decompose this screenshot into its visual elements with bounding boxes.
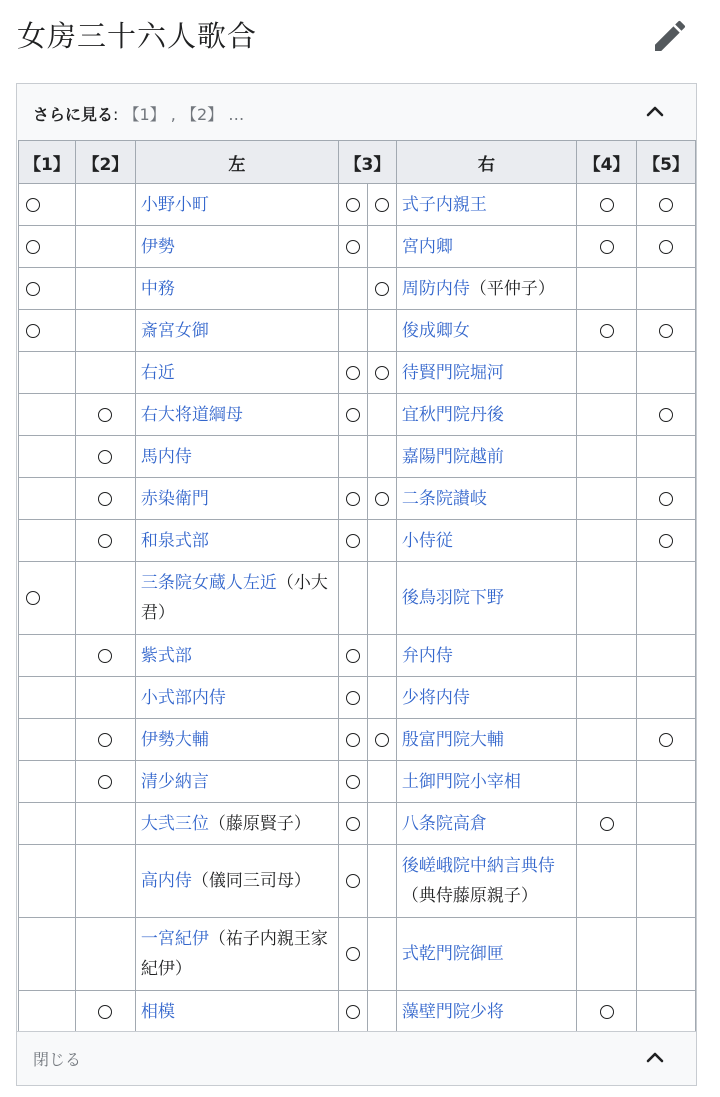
left-name-cell xyxy=(135,394,338,436)
left-poet-link[interactable]: 右大将道綱母 xyxy=(140,404,243,425)
left-name-cell xyxy=(135,845,338,918)
circle-mark-icon xyxy=(346,198,360,212)
mark-cell-c4 xyxy=(577,845,637,918)
mark-cell-c3a xyxy=(338,478,367,520)
left-name-cell xyxy=(135,436,338,478)
circle-mark-icon xyxy=(659,534,673,548)
circle-mark-icon xyxy=(375,492,389,506)
see-also-comma: , xyxy=(170,105,176,124)
table-row xyxy=(19,918,696,991)
left-name-cell xyxy=(135,268,338,310)
mark-cell-c5 xyxy=(637,268,696,310)
right-poet-link[interactable]: 宜秋門院丹後 xyxy=(401,404,504,425)
left-name-cell xyxy=(135,677,338,719)
mark-cell-c2 xyxy=(75,845,135,918)
left-name-cell xyxy=(135,635,338,677)
mark-cell-c2 xyxy=(75,719,135,761)
mark-cell-c3a xyxy=(338,268,367,310)
mark-cell-c4 xyxy=(577,268,637,310)
circle-mark-icon xyxy=(346,775,360,789)
see-also-link-2[interactable]: 【2】 xyxy=(180,105,224,124)
mark-cell-c3a xyxy=(338,310,367,352)
header-3: 【3】 xyxy=(338,141,396,184)
mark-cell-c4 xyxy=(577,520,637,562)
mark-cell-c1 xyxy=(19,184,76,226)
table-row xyxy=(19,478,696,520)
circle-mark-icon xyxy=(346,817,360,831)
circle-mark-icon xyxy=(26,282,40,296)
circle-mark-icon xyxy=(26,198,40,212)
mark-cell-c4 xyxy=(577,918,637,991)
mark-cell-c4 xyxy=(577,562,637,635)
mark-cell-c3a xyxy=(338,520,367,562)
mark-cell-c3a xyxy=(338,394,367,436)
mark-cell-c2 xyxy=(75,184,135,226)
table-row xyxy=(19,268,696,310)
right-poet-note: （典侍藤原親子） xyxy=(401,886,538,906)
mark-cell-c3b xyxy=(367,677,396,719)
left-poet-link[interactable]: 紫式部 xyxy=(140,645,192,666)
mark-cell-c5 xyxy=(637,352,696,394)
right-name-cell xyxy=(396,761,576,803)
mark-cell-c3b xyxy=(367,184,396,226)
circle-mark-icon xyxy=(346,691,360,705)
mark-cell-c3b xyxy=(367,761,396,803)
mark-cell-c3b xyxy=(367,635,396,677)
circle-mark-icon xyxy=(98,775,112,789)
table-header-row xyxy=(19,141,696,184)
mark-cell-c3b xyxy=(367,310,396,352)
kasen-table xyxy=(18,140,696,1033)
circle-mark-icon xyxy=(346,492,360,506)
navbox xyxy=(16,83,697,1086)
table-row xyxy=(19,635,696,677)
circle-mark-icon xyxy=(98,534,112,548)
table-body xyxy=(19,184,696,1033)
mark-cell-c5 xyxy=(637,761,696,803)
mark-cell-c2 xyxy=(75,310,135,352)
left-poet-link[interactable]: 中務 xyxy=(140,278,175,299)
circle-mark-icon xyxy=(375,366,389,380)
right-poet-link[interactable]: 少将内侍 xyxy=(401,687,470,708)
right-poet-link[interactable]: 弁内侍 xyxy=(401,645,453,666)
mark-cell-c5 xyxy=(637,677,696,719)
circle-mark-icon xyxy=(600,198,614,212)
table-row xyxy=(19,677,696,719)
mark-cell-c5 xyxy=(637,635,696,677)
mark-cell-c5 xyxy=(637,991,696,1033)
mark-cell-c3b xyxy=(367,562,396,635)
mark-cell-c2 xyxy=(75,226,135,268)
circle-mark-icon xyxy=(659,324,673,338)
right-name-cell xyxy=(396,310,576,352)
chevron-up-icon[interactable] xyxy=(643,1046,667,1070)
right-name-cell xyxy=(396,520,576,562)
table-row xyxy=(19,520,696,562)
right-name-cell xyxy=(396,803,576,845)
circle-mark-icon xyxy=(98,492,112,506)
circle-mark-icon xyxy=(26,324,40,338)
circle-mark-icon xyxy=(659,408,673,422)
left-poet-note: （祐子内親王家紀伊） xyxy=(140,929,328,979)
circle-mark-icon xyxy=(346,1005,360,1019)
mark-cell-c4 xyxy=(577,635,637,677)
mark-cell-c1 xyxy=(19,520,76,562)
circle-mark-icon xyxy=(346,649,360,663)
circle-mark-icon xyxy=(600,1005,614,1019)
left-poet-link[interactable]: 相模 xyxy=(140,1001,175,1022)
mark-cell-c3b xyxy=(367,991,396,1033)
left-poet-link[interactable]: 小式部内侍 xyxy=(140,687,226,708)
circle-mark-icon xyxy=(346,534,360,548)
circle-mark-icon xyxy=(659,492,673,506)
right-poet-link[interactable]: 式子内親王 xyxy=(401,194,487,215)
mark-cell-c3b xyxy=(367,803,396,845)
mark-cell-c1 xyxy=(19,991,76,1033)
right-poet-link[interactable]: 俊成卿女 xyxy=(401,320,470,341)
mark-cell-c5 xyxy=(637,520,696,562)
right-name-cell xyxy=(396,268,576,310)
table-row xyxy=(19,761,696,803)
table-row xyxy=(19,991,696,1033)
right-name-cell xyxy=(396,184,576,226)
circle-mark-icon xyxy=(600,817,614,831)
mark-cell-c2 xyxy=(75,436,135,478)
mark-cell-c3a xyxy=(338,184,367,226)
circle-mark-icon xyxy=(375,733,389,747)
right-poet-link[interactable]: 殷富門院大輔 xyxy=(401,729,504,750)
circle-mark-icon xyxy=(98,408,112,422)
header-1: 【1】 xyxy=(19,141,76,184)
mark-cell-c3b xyxy=(367,268,396,310)
circle-mark-icon xyxy=(346,366,360,380)
right-name-cell xyxy=(396,394,576,436)
mark-cell-c4 xyxy=(577,184,637,226)
mark-cell-c4 xyxy=(577,677,637,719)
left-name-cell xyxy=(135,310,338,352)
mark-cell-c1 xyxy=(19,268,76,310)
mark-cell-c5 xyxy=(637,562,696,635)
circle-mark-icon xyxy=(659,733,673,747)
table-row xyxy=(19,226,696,268)
see-also-separator: : xyxy=(113,105,119,124)
mark-cell-c5 xyxy=(637,310,696,352)
mark-cell-c3a xyxy=(338,562,367,635)
mark-cell-c3a xyxy=(338,719,367,761)
right-poet-link[interactable]: 八条院高倉 xyxy=(401,813,487,834)
left-poet-link[interactable]: 小野小町 xyxy=(140,194,209,215)
left-poet-note: （小大君） xyxy=(140,573,328,623)
mark-cell-c1 xyxy=(19,310,76,352)
mark-cell-c3b xyxy=(367,436,396,478)
right-poet-link[interactable]: 二条院讃岐 xyxy=(401,488,487,509)
circle-mark-icon xyxy=(26,591,40,605)
mark-cell-c3b xyxy=(367,845,396,918)
circle-mark-icon xyxy=(659,198,673,212)
circle-mark-icon xyxy=(346,240,360,254)
mark-cell-c5 xyxy=(637,436,696,478)
table-row xyxy=(19,394,696,436)
mark-cell-c1 xyxy=(19,394,76,436)
header-5: 【5】 xyxy=(637,141,696,184)
chevron-up-icon[interactable] xyxy=(643,100,667,124)
right-name-cell xyxy=(396,352,576,394)
mark-cell-c3b xyxy=(367,394,396,436)
mark-cell-c1 xyxy=(19,635,76,677)
circle-mark-icon xyxy=(600,240,614,254)
mark-cell-c3a xyxy=(338,226,367,268)
mark-cell-c2 xyxy=(75,520,135,562)
right-name-cell xyxy=(396,845,576,918)
left-name-cell xyxy=(135,352,338,394)
mark-cell-c2 xyxy=(75,635,135,677)
mark-cell-c3b xyxy=(367,918,396,991)
table-row xyxy=(19,803,696,845)
mark-cell-c1 xyxy=(19,803,76,845)
circle-mark-icon xyxy=(26,240,40,254)
mark-cell-c5 xyxy=(637,226,696,268)
left-name-cell xyxy=(135,918,338,991)
circle-mark-icon xyxy=(375,282,389,296)
left-poet-link[interactable]: 清少納言 xyxy=(140,771,209,792)
right-name-cell xyxy=(396,719,576,761)
mark-cell-c2 xyxy=(75,761,135,803)
circle-mark-icon xyxy=(98,733,112,747)
mark-cell-c4 xyxy=(577,719,637,761)
right-poet-link[interactable]: 藻壁門院少将 xyxy=(401,1001,504,1022)
mark-cell-c4 xyxy=(577,226,637,268)
mark-cell-c4 xyxy=(577,803,637,845)
mark-cell-c2 xyxy=(75,352,135,394)
mark-cell-c1 xyxy=(19,226,76,268)
right-poet-link[interactable]: 後嵯峨院中納言典侍 xyxy=(401,856,555,876)
mark-cell-c5 xyxy=(637,719,696,761)
left-poet-link[interactable]: 一宮紀伊 xyxy=(140,929,209,949)
mark-cell-c3b xyxy=(367,719,396,761)
see-also-link-1[interactable]: 【1】 xyxy=(123,105,166,124)
circle-mark-icon xyxy=(600,324,614,338)
mark-cell-c3a xyxy=(338,635,367,677)
right-poet-link[interactable]: 待賢門院堀河 xyxy=(401,362,504,383)
mark-cell-c1 xyxy=(19,677,76,719)
right-name-cell xyxy=(396,226,576,268)
right-poet-link[interactable]: 小侍従 xyxy=(401,530,453,551)
table-row xyxy=(19,352,696,394)
left-name-cell xyxy=(135,562,338,635)
header-left: 左 xyxy=(135,141,338,184)
left-name-cell xyxy=(135,520,338,562)
mark-cell-c1 xyxy=(19,478,76,520)
mark-cell-c3b xyxy=(367,226,396,268)
circle-mark-icon xyxy=(346,874,360,888)
left-poet-link[interactable]: 三条院女蔵人左近 xyxy=(140,573,277,593)
circle-mark-icon xyxy=(98,649,112,663)
left-poet-link[interactable]: 斎宮女御 xyxy=(140,320,209,341)
table-row xyxy=(19,436,696,478)
mark-cell-c4 xyxy=(577,394,637,436)
circle-mark-icon xyxy=(98,1005,112,1019)
right-name-cell xyxy=(396,918,576,991)
header-2: 【2】 xyxy=(75,141,135,184)
mark-cell-c4 xyxy=(577,352,637,394)
mark-cell-c1 xyxy=(19,845,76,918)
right-name-cell xyxy=(396,478,576,520)
mark-cell-c1 xyxy=(19,562,76,635)
left-poet-link[interactable]: 赤染衛門 xyxy=(140,488,209,509)
mark-cell-c2 xyxy=(75,677,135,719)
right-name-cell xyxy=(396,991,576,1033)
mark-cell-c2 xyxy=(75,991,135,1033)
circle-mark-icon xyxy=(346,408,360,422)
mark-cell-c1 xyxy=(19,436,76,478)
mark-cell-c5 xyxy=(637,845,696,918)
right-poet-link[interactable]: 土御門院小宰相 xyxy=(401,771,521,792)
left-poet-link[interactable]: 右近 xyxy=(140,362,175,383)
see-also-label: さらに見る xyxy=(33,105,114,124)
header-right: 右 xyxy=(396,141,576,184)
mark-cell-c5 xyxy=(637,184,696,226)
mark-cell-c3b xyxy=(367,352,396,394)
mark-cell-c2 xyxy=(75,268,135,310)
mark-cell-c3b xyxy=(367,520,396,562)
mark-cell-c4 xyxy=(577,991,637,1033)
left-poet-link[interactable]: 伊勢 xyxy=(140,236,175,257)
circle-mark-icon xyxy=(375,198,389,212)
right-poet-link[interactable]: 後鳥羽院下野 xyxy=(401,588,504,608)
right-name-cell xyxy=(396,562,576,635)
left-name-cell xyxy=(135,761,338,803)
mark-cell-c5 xyxy=(637,803,696,845)
left-name-cell xyxy=(135,803,338,845)
right-poet-link[interactable]: 周防内侍 xyxy=(401,278,470,299)
right-name-cell xyxy=(396,677,576,719)
left-poet-link[interactable]: 伊勢大輔 xyxy=(140,729,209,750)
mark-cell-c2 xyxy=(75,918,135,991)
left-poet-link[interactable]: 大弐三位 xyxy=(140,813,209,834)
mark-cell-c5 xyxy=(637,478,696,520)
close-label[interactable]: 閉じる xyxy=(33,1050,82,1069)
mark-cell-c3a xyxy=(338,991,367,1033)
table-row xyxy=(19,184,696,226)
right-poet-link[interactable]: 宮内卿 xyxy=(401,236,453,257)
mark-cell-c3a xyxy=(338,436,367,478)
left-poet-link[interactable]: 馬内侍 xyxy=(140,446,192,467)
mark-cell-c5 xyxy=(637,918,696,991)
navbox-footer[interactable] xyxy=(17,1031,696,1085)
see-also-more: … xyxy=(228,105,245,124)
left-poet-link[interactable]: 高内侍 xyxy=(140,871,192,891)
mark-cell-c1 xyxy=(19,352,76,394)
header-4: 【4】 xyxy=(577,141,637,184)
left-poet-note: （藤原賢子） xyxy=(208,813,311,834)
circle-mark-icon xyxy=(346,733,360,747)
mark-cell-c3a xyxy=(338,761,367,803)
table-row xyxy=(19,562,696,635)
left-name-cell xyxy=(135,719,338,761)
right-poet-link[interactable]: 式乾門院御匣 xyxy=(401,944,504,964)
mark-cell-c3a xyxy=(338,918,367,991)
mark-cell-c3a xyxy=(338,845,367,918)
circle-mark-icon xyxy=(98,450,112,464)
table-row xyxy=(19,310,696,352)
left-name-cell xyxy=(135,991,338,1033)
circle-mark-icon xyxy=(659,240,673,254)
left-name-cell xyxy=(135,226,338,268)
mark-cell-c5 xyxy=(637,394,696,436)
mark-cell-c4 xyxy=(577,478,637,520)
left-name-cell xyxy=(135,478,338,520)
mark-cell-c2 xyxy=(75,478,135,520)
navbox-header[interactable] xyxy=(17,84,696,140)
mark-cell-c3a xyxy=(338,803,367,845)
table-row xyxy=(19,845,696,918)
mark-cell-c3b xyxy=(367,478,396,520)
mark-cell-c4 xyxy=(577,436,637,478)
mark-cell-c2 xyxy=(75,562,135,635)
pencil-icon[interactable] xyxy=(650,16,690,56)
mark-cell-c3a xyxy=(338,352,367,394)
right-name-cell xyxy=(396,436,576,478)
left-poet-note: （儀同三司母） xyxy=(191,871,311,891)
mark-cell-c1 xyxy=(19,761,76,803)
table-row xyxy=(19,719,696,761)
mark-cell-c1 xyxy=(19,719,76,761)
mark-cell-c2 xyxy=(75,394,135,436)
right-poet-note: （平仲子） xyxy=(469,278,555,299)
mark-cell-c3a xyxy=(338,677,367,719)
right-name-cell xyxy=(396,635,576,677)
mark-cell-c1 xyxy=(19,918,76,991)
left-poet-link[interactable]: 和泉式部 xyxy=(140,530,209,551)
left-name-cell xyxy=(135,184,338,226)
right-poet-link[interactable]: 嘉陽門院越前 xyxy=(401,446,504,467)
mark-cell-c4 xyxy=(577,761,637,803)
circle-mark-icon xyxy=(346,947,360,961)
see-also xyxy=(33,102,244,125)
mark-cell-c4 xyxy=(577,310,637,352)
page-title: 女房三十六人歌合 xyxy=(17,19,258,53)
mark-cell-c2 xyxy=(75,803,135,845)
